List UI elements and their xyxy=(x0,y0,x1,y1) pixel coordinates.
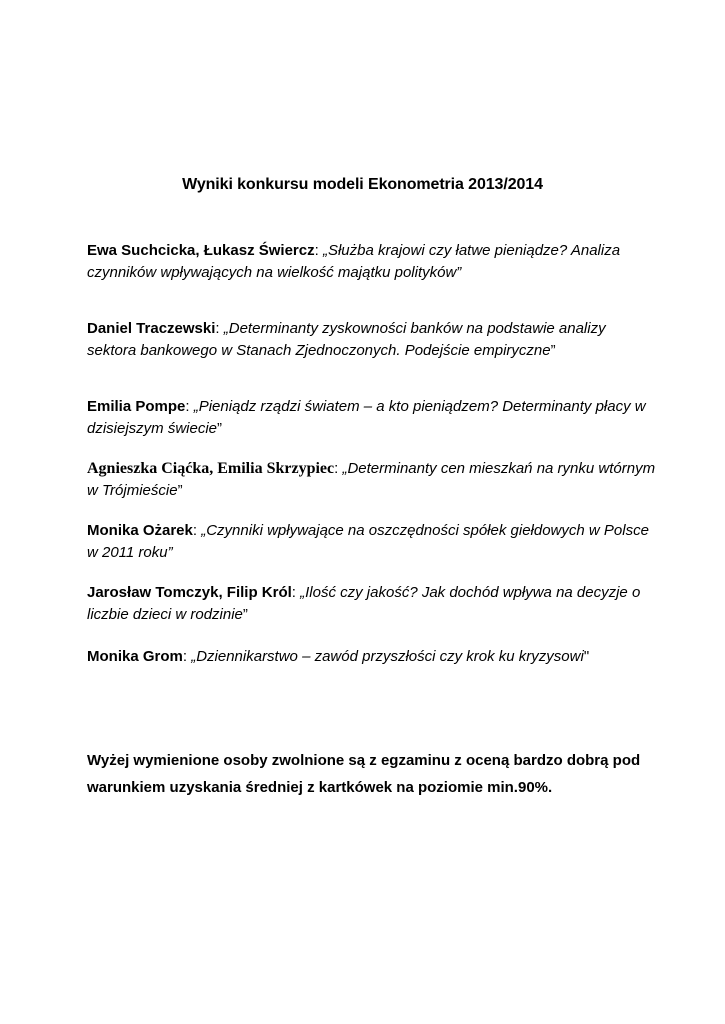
entry-authors: Emilia Pompe xyxy=(87,398,186,415)
entry-title: „Służba krajowi czy łatwe pieniądze? Analiza czynników wpływających na wielkość majątku polityków” xyxy=(87,242,621,281)
entry-title: „Dziennikarstwo – zawód przyszłości czy krok ku kryzysowi xyxy=(191,648,584,665)
entry-separator: : xyxy=(334,460,343,477)
entry-2 xyxy=(87,318,657,362)
entry-authors: Agnieszka Ciąćka, Emilia Skrzypiec xyxy=(87,460,335,477)
entry-3 xyxy=(87,396,657,440)
entry-title: „Pieniądz rządzi światem – a kto pieniądzem? Determinanty płacy w dzisiejszym świecie xyxy=(87,398,646,437)
exam-exemption-note: Wyżej wymienione osoby zwolnione są z egzaminu z oceną bardzo dobrą pod warunkiem uzyskania średniej z kartkówek na poziomie min.90%. xyxy=(87,752,641,796)
entry-4 xyxy=(87,458,657,502)
document-title: Wyniki konkursu modeli Ekonometria 2013/2014 xyxy=(182,176,543,193)
entry-separator: : xyxy=(182,648,192,665)
entry-title: „Ilość czy jakość? Jak dochód wpływa na decyzje o liczbie dzieci w rodzinie xyxy=(87,584,641,623)
entry-1 xyxy=(87,240,657,284)
entry-separator: : xyxy=(314,242,323,259)
entry-separator: : xyxy=(215,320,224,337)
entry-title: „Determinanty zyskowności banków na podstawie analizy sektora bankowego w Stanach Zjednoczonych. Podejście empiryczne xyxy=(87,320,606,359)
entry-6 xyxy=(87,582,657,626)
entry-authors: Monika Grom xyxy=(87,648,183,665)
entry-closing-quote: ” xyxy=(550,342,556,359)
entry-closing-quote: ” xyxy=(242,606,248,623)
entry-closing-quote: ” xyxy=(177,482,183,499)
entry-separator: : xyxy=(192,522,202,539)
entry-authors: Daniel Traczewski xyxy=(87,320,216,337)
entry-closing-quote: " xyxy=(583,648,590,665)
entry-authors: Monika Ożarek xyxy=(87,522,193,539)
entry-5 xyxy=(87,520,657,564)
entry-title: „Determinanty cen mieszkań na rynku wtórnym w Trójmieście xyxy=(87,460,656,499)
entry-authors: Ewa Suchcicka, Łukasz Świercz xyxy=(87,242,315,259)
entry-separator: : xyxy=(185,398,194,415)
entry-separator: : xyxy=(291,584,301,601)
entry-authors: Jarosław Tomczyk, Filip Król xyxy=(87,584,292,601)
entry-7 xyxy=(87,646,657,668)
entry-title: „Czynniki wpływające na oszczędności spółek giełdowych w Polsce w 2011 roku” xyxy=(87,522,649,561)
entry-closing-quote: ” xyxy=(217,420,223,437)
